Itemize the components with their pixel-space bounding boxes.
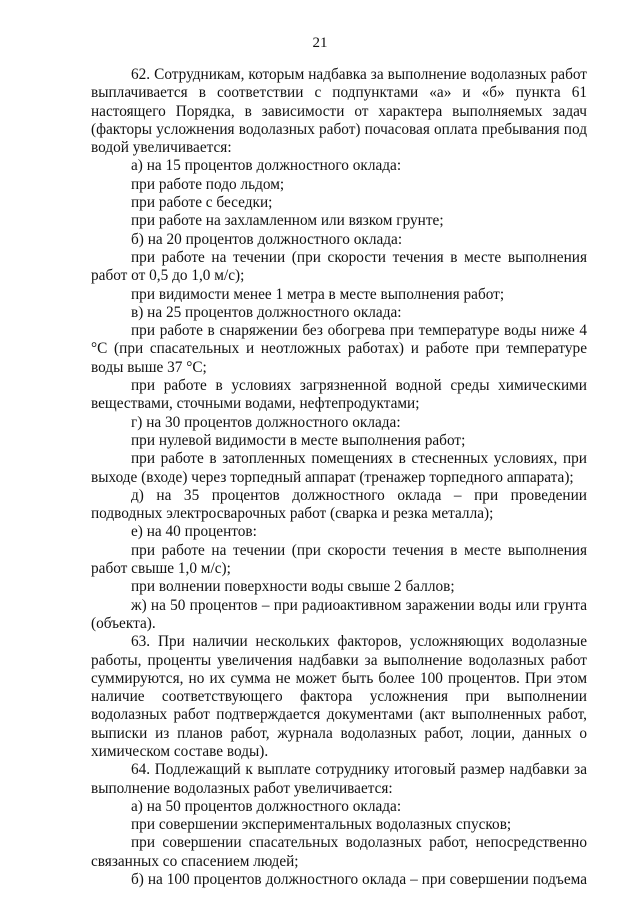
list-item: при работе в затопленных помещениях в стесненных условиях, при выходе (входе) через торпедный аппарат (тренажер торпедного аппарата);: [91, 450, 587, 486]
list-item: при работе подо льдом;: [131, 175, 285, 193]
list-item: при работе на захламленном или вязком грунте;: [131, 212, 444, 230]
list-item-a-50: а) на 50 процентов должностного оклада:: [131, 797, 402, 815]
list-item-b-100: б) на 100 процентов должностного оклада – при совершении подъема: [131, 871, 587, 889]
paragraph-62: 62. Сотрудникам, которым надбавка за выполнение водолазных работ выплачивается в соответствии с подпунктами «а» и «б» пункта 61 настоящего Порядка, в зависимости от характера выполняемых задач (факторы усложнения водолазных работ) почасовая оплата пребывания под водой увеличивается:: [91, 66, 587, 157]
list-item: при работе в условиях загрязненной водной среды химическими веществами, сточными водами, нефтепродуктами;: [91, 377, 587, 413]
page-number: 21: [312, 35, 328, 51]
document-body: [91, 66, 587, 889]
list-item: при видимости менее 1 метра в месте выполнения работ;: [131, 285, 505, 303]
list-item-e-40: е) на 40 процентов:: [131, 523, 257, 541]
list-item: при совершении спасательных водолазных работ, непосредственно связанных со спасением людей;: [91, 834, 587, 870]
list-item: при работе на течении (при скорости течения в месте выполнения работ свыше 1,0 м/с);: [91, 541, 587, 578]
list-item: при работе в снаряжении без обогрева при температуре воды ниже 4 °С (при спасательных и неотложных работах) и работе при температуре воды выше 37 °С;: [91, 322, 587, 376]
list-item-v-25: в) на 25 процентов должностного оклада:: [131, 303, 402, 321]
list-item-g-30: г) на 30 процентов должностного оклада:: [131, 413, 401, 431]
list-item: при работе с беседки;: [131, 194, 273, 212]
list-item-d-35: д) на 35 процентов должностного оклада – при проведении подводных электросварочных работ (сварка и резка металла);: [91, 486, 587, 523]
list-item: при работе на течении (при скорости течения в месте выполнения работ от 0,5 до 1,0 м/с);: [91, 248, 587, 285]
list-item-b-20: б) на 20 процентов должностного оклада:: [131, 230, 403, 248]
list-item: при нулевой видимости в месте выполнения работ;: [131, 431, 466, 449]
list-item-a-15: а) на 15 процентов должностного оклада:: [131, 157, 402, 175]
list-item: при совершении экспериментальных водолазных спусков;: [131, 816, 512, 834]
list-item: при волнении поверхности воды свыше 2 баллов;: [131, 578, 455, 596]
paragraph-63: 63. При наличии нескольких факторов, усложняющих водолазные работы, проценты увеличения надбавки за выполнение водолазных работ суммируются, но их сумма не может быть более 100 процентов. При этом наличие соответствующего фактора усложнения при выполнении водолазных работ подтверждается документами (акт выполненных работ, выписки из планов работ, журнала водолазных работ, лоции, данных о химическом составе воды).: [91, 633, 587, 760]
paragraph-64: 64. Подлежащий к выплате сотруднику итоговый размер надбавки за выполнение водолазных работ увеличивается:: [91, 761, 587, 797]
list-item-zh-50: ж) на 50 процентов – при радиоактивном заражении воды или грунта (объекта).: [91, 596, 587, 632]
